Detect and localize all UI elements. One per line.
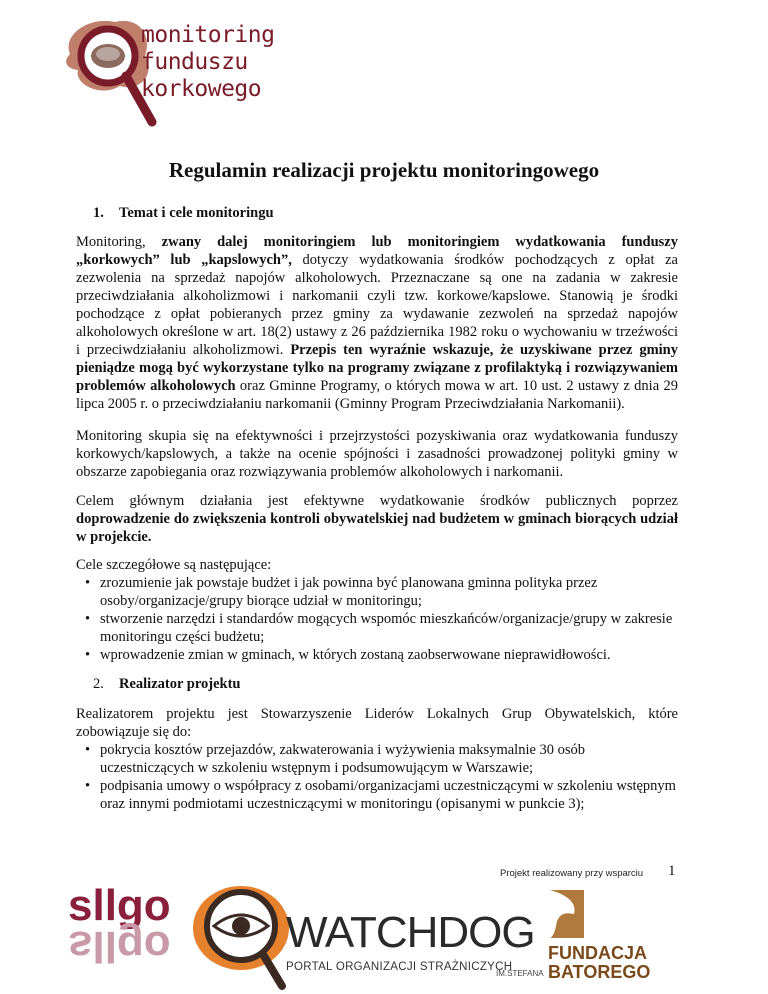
sllgo-logo — [62, 872, 172, 984]
section-1-heading — [93, 205, 274, 222]
p1-run-2: zwany dalej monitoringiem lub monitoringiem wydatkowania funduszy „korkowych” lub „kapslowych”, — [76, 234, 678, 268]
section-2-title: Realizator projektu — [119, 676, 241, 692]
section-2-number: 2. — [93, 676, 104, 692]
p1-run-5: oraz Gminne Programy, o których mowa w art. 10 ust. 2 ustawy z dnia 29 lipca 2005 r. o przeciwdziałaniu narkomanii (Gminny Program Przeciwdziałania Narkomanii). — [76, 378, 678, 412]
obligations-list — [76, 741, 678, 813]
sllgo-reflection: sllgo — [68, 922, 171, 971]
logo-line-2: funduszu — [141, 49, 248, 75]
logo-line-3: korkowego — [141, 76, 262, 102]
section-1-paragraph-3 — [76, 492, 678, 546]
p3-run-1: Celem głównym działania jest efektywne wydatkowanie środków publicznych poprzez — [76, 493, 678, 509]
support-note: Projekt realizowany przy wsparciu — [500, 868, 644, 879]
section-1-paragraph-2: Monitoring skupia się na efektywności i przejrzystości pozyskiwania oraz wydatkowania funduszy korkowych/kapslowych, a także na ocenie spójności i zasadności prowadzonej polityki gminy w obszarze zapobiegania oraz rozwiązywania problemów alkoholowych i narkomanii. — [76, 428, 678, 480]
section-2-paragraph-1: Realizatorem projektu jest Stowarzyszenie Liderów Lokalnych Grup Obywatelskich, które zobowiązuje się do: — [76, 706, 678, 740]
sllgo-text: sllgo — [68, 881, 171, 930]
goals-list — [76, 574, 678, 664]
list-item: • zrozumienie jak powstaje budżet i jak powinna być planowana gminna polityka przez osoby/organizacje/grupy biorące udział w monitoringu; — [76, 574, 678, 610]
p1-run-1: Monitoring, — [76, 234, 162, 250]
list-item: • stworzenie narzędzi i standardów mogących wspomóc mieszkańców/organizacje/grupy w zakresie monitoringu części budżetu; — [76, 610, 678, 646]
list-item: • podpisania umowy o współpracy z osobami/organizacjami uczestniczącymi w szkoleniu wstępnym oraz innymi podmiotami uczestniczącymi w monitoringu (opisanymi w punkcie 3); — [76, 777, 678, 813]
section-2-heading — [93, 676, 241, 693]
p1-run-3: dotyczy wydatkowania środków pochodzących z opłat za zezwolenia na sprzedaż napojów alkoholowych. Przeznaczane są one na zadania w zakresie przeciwdziałania alkoholizmowi i narkomanii czyli tzw. korkowe/kapslowe. Stanowią je środki pochodzące z opłat pobieranych przez gminy za wydawanie zezwoleń na sprzedaż napojów alkoholowych określone w art. 18(2) ustawy z 26 października 1982 roku o wychowaniu w trzeźwości i przeciwdziałaniu alkoholizmowi. — [76, 252, 678, 358]
watchdog-title: WATCHDOG — [286, 908, 535, 957]
logo-line-1: monitoring — [141, 22, 275, 48]
section-1-number: 1. — [93, 205, 104, 221]
page-number: 1 — [668, 863, 676, 879]
list-item: • pokrycia kosztów przejazdów, zakwaterowania i wyżywienia maksymalnie 30 osób uczestniczących w szkoleniu wstępnym i podsumowującym w Warszawie; — [76, 741, 678, 777]
p1-run-4: Przepis ten wyraźnie wskazuje, że uzyskiwane przez gminy pieniądze mogą być wykorzystane tylko na programy związane z profilaktyką i rozwiązywaniem problemów alkoholowych — [76, 342, 678, 394]
section-1-title: Temat i cele monitoringu — [119, 205, 274, 221]
section-1-paragraph-1 — [76, 233, 678, 413]
document-title: Regulamin realizacji projektu monitoringowego — [168, 158, 600, 182]
foundation-name-line-2: BATOREGO — [548, 962, 651, 982]
goals-intro: Cele szczegółowe są następujące: — [76, 557, 272, 573]
logo-text — [141, 22, 274, 103]
foundation-im: IM.STEFANA — [496, 969, 544, 978]
p3-run-2: doprowadzenie do zwiększenia kontroli obywatelskiej nad budżetem w gminach biorących udział w projekcie. — [76, 511, 678, 545]
list-item: • wprowadzenie zmian w gminach, w których zostaną zaobserwowane nieprawidłowości. — [76, 646, 678, 664]
watchdog-subtitle: PORTAL ORGANIZACJI STRAŻNICZYCH — [286, 961, 513, 973]
foundation-name-line-1: FUNDACJA — [548, 943, 647, 963]
